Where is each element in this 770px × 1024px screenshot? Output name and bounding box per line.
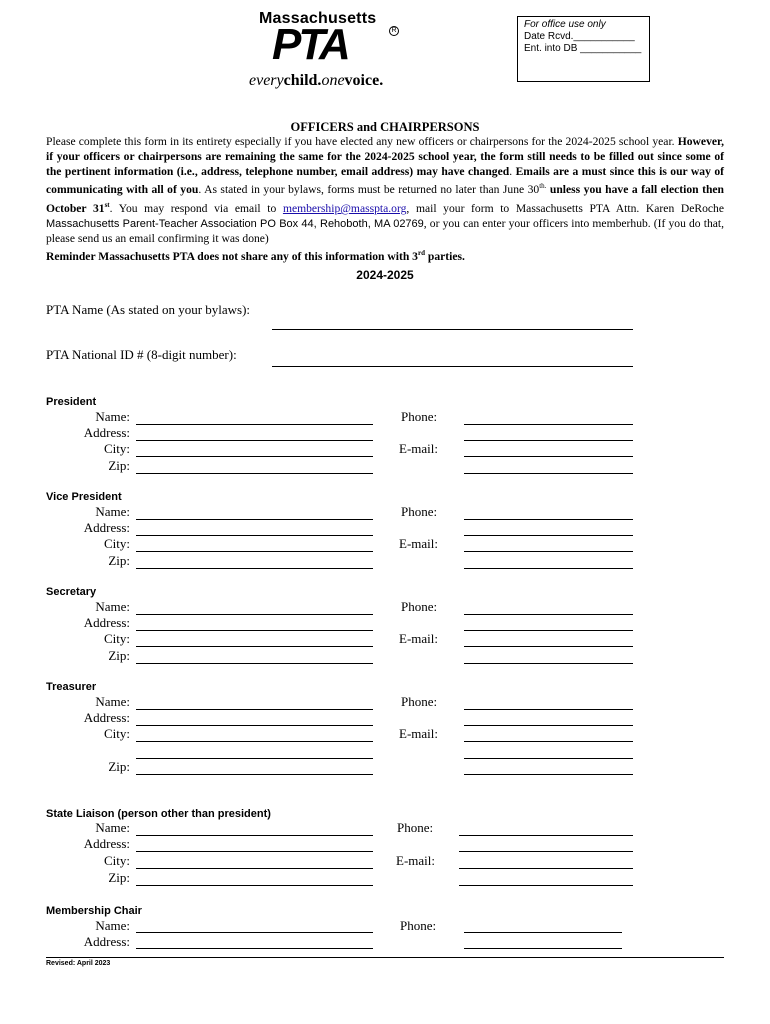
liaison-email-field[interactable] <box>459 868 633 869</box>
registered-icon: R <box>389 26 399 36</box>
section-treasurer: Treasurer <box>46 681 97 693</box>
tagline-voice: voice. <box>344 72 384 89</box>
treasurer-email2-field[interactable] <box>464 758 633 759</box>
intro-p3: Emails are a must since this is our way of communicating with all of you <box>46 164 725 197</box>
intro-p5-end: . <box>109 201 113 215</box>
reminder: Reminder Massachusetts PTA does not share any of this information with 3 <box>46 250 418 264</box>
treasurer-phone-field[interactable] <box>464 709 633 710</box>
secretary-phone2-field[interactable] <box>464 630 633 631</box>
president-name-field[interactable] <box>136 424 373 425</box>
entered-into-db: Ent. into DB ___________ <box>524 43 642 54</box>
intro-sup-th: th. <box>539 182 547 191</box>
vp-phone-field[interactable] <box>464 519 633 520</box>
form-title: OFFICERS and CHAIRPERSONS <box>290 120 480 134</box>
president-email-field[interactable] <box>464 456 633 457</box>
vp-city-field[interactable] <box>136 551 373 552</box>
liaison-email2-field[interactable] <box>459 885 633 886</box>
vp-email2-field[interactable] <box>464 568 633 569</box>
vp-email-label: E-mail: <box>399 536 438 551</box>
vp-email-field[interactable] <box>464 551 633 552</box>
section-membership-chair: Membership Chair <box>46 905 142 917</box>
liaison-email-label: E-mail: <box>396 853 435 868</box>
intro-p2: However, if your officers or chairpersons are remaining the same for the 2024-2025 school year, the form still needs to be filled out since some of the pertinent information (i.e., address, telephone number, email address) may have changed <box>46 135 724 178</box>
president-email-label: E-mail: <box>399 441 438 456</box>
president-phone-label: Phone: <box>401 409 438 424</box>
membership-email-link[interactable]: membership@masspta.org <box>282 201 407 215</box>
date-received: Date Rcvd.___________ <box>524 31 635 42</box>
treasurer-email-field[interactable] <box>464 741 633 742</box>
liaison-phone-label: Phone: <box>397 820 434 835</box>
membership-address-field[interactable] <box>136 948 373 949</box>
treasurer-phone-label: Phone: <box>401 694 438 709</box>
reminder-sup: rd <box>417 249 425 258</box>
instructions <box>46 135 724 265</box>
intro-p9: , or you can enter your officers into memberhub. (If you do that, please send us an email confirming it was done) <box>46 216 725 245</box>
intro-sup-st: st <box>104 201 110 210</box>
liaison-address-field[interactable] <box>136 851 373 852</box>
membership-phone2-field[interactable] <box>464 948 622 949</box>
membership-phone-field[interactable] <box>464 932 622 933</box>
membership-phone-label: Phone: <box>400 918 437 933</box>
treasurer-email-label: E-mail: <box>399 726 438 741</box>
liaison-name-field[interactable] <box>136 835 373 836</box>
logo-massachusetts: Massachusetts <box>259 10 377 27</box>
intro-p7: , mail your form to Massachusetts PTA Attn. Karen DeRoche <box>406 201 724 215</box>
liaison-city-field[interactable] <box>136 868 373 869</box>
liaison-name-label: Name: <box>95 820 130 835</box>
intro-p1: Please complete this form in its entirety especially if you have elected any new officers or chairpersons for the 2024-2025 school year. <box>46 135 675 148</box>
treasurer-city-field[interactable] <box>136 741 373 742</box>
revised-date: Revised: April 2023 <box>46 960 111 967</box>
intro-p4: . As stated in your bylaws, forms must be returned no later than June 30 <box>198 183 540 197</box>
treasurer-address2-field[interactable] <box>136 758 373 759</box>
vp-address-field[interactable] <box>136 535 373 536</box>
logo-pta: PTA <box>272 20 348 69</box>
treasurer-city-label: City: <box>103 726 130 741</box>
footer-rule <box>46 957 724 958</box>
secretary-city-field[interactable] <box>136 646 373 647</box>
reminder-end: parties. <box>427 250 465 264</box>
secretary-email2-field[interactable] <box>464 663 633 664</box>
secretary-email-field[interactable] <box>464 646 633 647</box>
vp-name-label: Name: <box>95 504 130 519</box>
vp-phone-label: Phone: <box>401 504 438 519</box>
treasurer-name-field[interactable] <box>136 709 373 710</box>
intro-p8: Massachusetts Parent-Teacher Association PO Box 44, Rehoboth, MA 02769 <box>46 217 424 230</box>
office-use-title: For office use only <box>524 19 606 30</box>
secretary-address-label: Address: <box>83 615 130 630</box>
secretary-address-field[interactable] <box>136 630 373 631</box>
section-secretary: Secretary <box>46 586 97 598</box>
office-use-box <box>517 16 650 82</box>
treasurer-zip-label: Zip: <box>108 759 130 774</box>
tagline-one: one <box>321 72 345 89</box>
treasurer-zip-field[interactable] <box>136 774 373 775</box>
logo-tagline <box>249 72 383 90</box>
liaison-phone2-field[interactable] <box>459 851 633 852</box>
president-city-label: City: <box>103 441 130 456</box>
president-zip-field[interactable] <box>136 473 373 474</box>
secretary-name-label: Name: <box>95 599 130 614</box>
secretary-email-label: E-mail: <box>399 631 438 646</box>
vp-phone2-field[interactable] <box>464 535 633 536</box>
pta-name-label: PTA Name (As stated on your bylaws): <box>46 302 251 317</box>
president-address-label: Address: <box>83 425 130 440</box>
pta-name-field[interactable] <box>272 329 633 330</box>
president-address-field[interactable] <box>136 440 373 441</box>
intro-p5: unless you have a fall election then October 31 <box>46 183 724 215</box>
pta-id-label: PTA National ID # (8-digit number): <box>46 347 237 362</box>
vp-zip-label: Zip: <box>108 553 130 568</box>
president-email2-field[interactable] <box>464 473 633 474</box>
secretary-phone-field[interactable] <box>464 614 633 615</box>
membership-name-label: Name: <box>95 918 130 933</box>
section-vice-president: Vice President <box>46 491 122 503</box>
treasurer-email3-field[interactable] <box>464 774 633 775</box>
treasurer-name-label: Name: <box>95 694 130 709</box>
vp-name-field[interactable] <box>136 519 373 520</box>
secretary-zip-label: Zip: <box>108 648 130 663</box>
tagline-child: child. <box>283 72 322 89</box>
treasurer-address-field[interactable] <box>136 725 373 726</box>
treasurer-phone2-field[interactable] <box>464 725 633 726</box>
treasurer-address-label: Address: <box>83 710 130 725</box>
secretary-phone-label: Phone: <box>401 599 438 614</box>
secretary-zip-field[interactable] <box>136 663 373 664</box>
secretary-city-label: City: <box>103 631 130 646</box>
membership-name-field[interactable] <box>136 932 373 933</box>
secretary-name-field[interactable] <box>136 614 373 615</box>
liaison-zip-field[interactable] <box>136 885 373 886</box>
liaison-zip-label: Zip: <box>108 870 130 885</box>
intro-p6: You may respond via email to <box>118 201 277 215</box>
president-city-field[interactable] <box>136 456 373 457</box>
vp-city-label: City: <box>103 536 130 551</box>
tagline-every: every <box>249 72 284 89</box>
membership-address-label: Address: <box>83 934 130 949</box>
pta-id-field[interactable] <box>272 366 633 367</box>
president-phone2-field[interactable] <box>464 440 633 441</box>
vp-zip-field[interactable] <box>136 568 373 569</box>
section-state-liaison: State Liaison (person other than president) <box>46 808 271 820</box>
president-name-label: Name: <box>95 409 130 424</box>
president-phone-field[interactable] <box>464 424 633 425</box>
president-zip-label: Zip: <box>108 458 130 473</box>
intro-p2-end: . <box>509 164 513 178</box>
liaison-phone-field[interactable] <box>459 835 633 836</box>
vp-address-label: Address: <box>83 520 130 535</box>
school-year: 2024-2025 <box>356 268 414 282</box>
liaison-address-label: Address: <box>83 836 130 851</box>
section-president: President <box>46 396 97 408</box>
liaison-city-label: City: <box>103 853 130 868</box>
